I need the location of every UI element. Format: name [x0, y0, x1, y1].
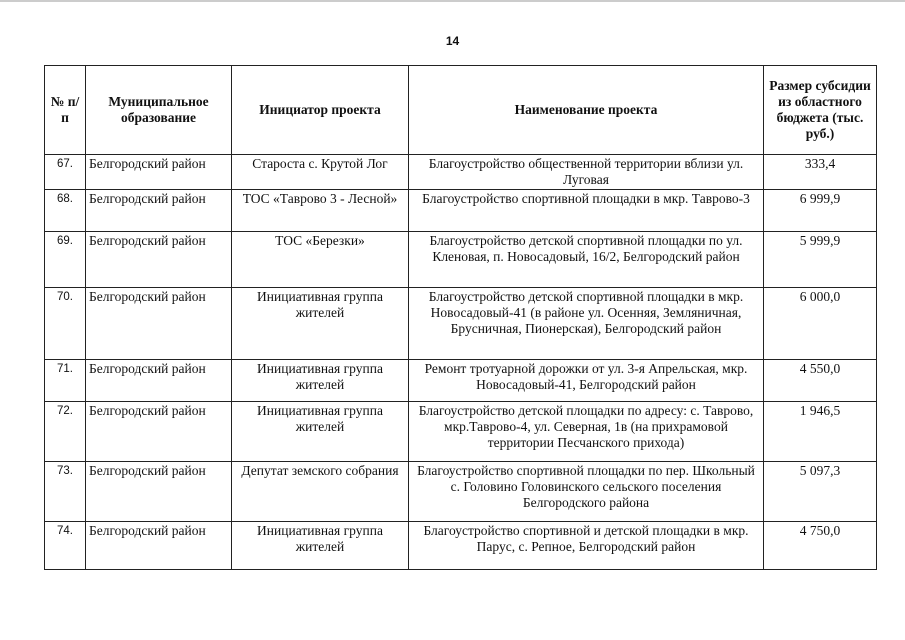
row-municipality: Белгородский район: [86, 155, 232, 190]
header-amount: Размер субсидии из областного бюджета (тыс. руб.): [764, 66, 877, 155]
header-project: Наименование проекта: [409, 66, 764, 155]
row-initiator: ТОС «Березки»: [232, 232, 409, 288]
row-initiator: ТОС «Таврово 3 - Лесной»: [232, 190, 409, 232]
row-project: Ремонт тротуарной дорожки от ул. 3-я Апрельская, мкр. Новосадовый-41, Белгородский район: [409, 360, 764, 402]
table-row: [45, 402, 877, 462]
row-project: Благоустройство спортивной площадки по пер. Школьный с. Головино Головинского сельского поселения Белгородского района: [409, 462, 764, 522]
row-initiator: Староста с. Крутой Лог: [232, 155, 409, 190]
table-row: [45, 288, 877, 360]
row-amount: 5 999,9: [764, 232, 877, 288]
row-initiator: Инициативная группа жителей: [232, 288, 409, 360]
row-amount: 6 999,9: [764, 190, 877, 232]
row-number: 71.: [45, 360, 86, 402]
table-row: [45, 190, 877, 232]
row-number: 73.: [45, 462, 86, 522]
header-num: № п/п: [45, 66, 86, 155]
row-initiator: Инициативная группа жителей: [232, 522, 409, 570]
row-project: Благоустройство спортивной площадки в мкр. Таврово-3: [409, 190, 764, 232]
row-amount: 1 946,5: [764, 402, 877, 462]
header-municipality: Муниципальное образование: [86, 66, 232, 155]
row-number: 69.: [45, 232, 86, 288]
row-municipality: Белгородский район: [86, 522, 232, 570]
table-row: [45, 232, 877, 288]
row-project: Благоустройство детской площадки по адресу: с. Таврово, мкр.Таврово-4, ул. Северная, 1в (на прихрамовой территории Песчанского прихода): [409, 402, 764, 462]
row-amount: 4 750,0: [764, 522, 877, 570]
row-project: Благоустройство детской спортивной площадки в мкр. Новосадовый-41 (в районе ул. Осенняя, Земляничная, Брусничная, Пионерская), Белгородский район: [409, 288, 764, 360]
row-municipality: Белгородский район: [86, 462, 232, 522]
subsidy-table: [44, 65, 877, 570]
row-amount: 5 097,3: [764, 462, 877, 522]
row-amount: 4 550,0: [764, 360, 877, 402]
row-initiator: Инициативная группа жителей: [232, 402, 409, 462]
row-project: Благоустройство спортивной и детской площадки в мкр. Парус, с. Репное, Белгородский район: [409, 522, 764, 570]
row-initiator: Инициативная группа жителей: [232, 360, 409, 402]
table-row: [45, 462, 877, 522]
row-amount: 333,4: [764, 155, 877, 190]
table-row: [45, 360, 877, 402]
row-number: 67.: [45, 155, 86, 190]
row-amount: 6 000,0: [764, 288, 877, 360]
table-row: [45, 522, 877, 570]
row-municipality: Белгородский район: [86, 288, 232, 360]
row-initiator: Депутат земского собрания: [232, 462, 409, 522]
row-municipality: Белгородский район: [86, 360, 232, 402]
table-header-row: [45, 66, 877, 155]
row-project: Благоустройство детской спортивной площадки по ул. Кленовая, п. Новосадовый, 16/2, Белгородский район: [409, 232, 764, 288]
row-municipality: Белгородский район: [86, 232, 232, 288]
row-number: 72.: [45, 402, 86, 462]
row-number: 70.: [45, 288, 86, 360]
scan-edge: [0, 0, 905, 2]
header-initiator: Инициатор проекта: [232, 66, 409, 155]
row-number: 74.: [45, 522, 86, 570]
row-municipality: Белгородский район: [86, 402, 232, 462]
table-row: [45, 155, 877, 190]
row-municipality: Белгородский район: [86, 190, 232, 232]
page-number: 14: [445, 34, 460, 48]
row-number: 68.: [45, 190, 86, 232]
row-project: Благоустройство общественной территории вблизи ул. Луговая: [409, 155, 764, 190]
